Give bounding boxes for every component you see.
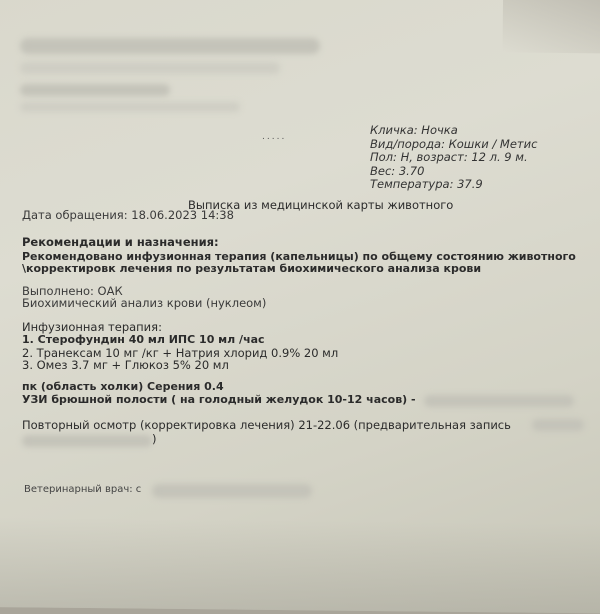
redacted-ultrasound-result <box>424 395 574 407</box>
patient-breed: Вид/порода: Кошки / Метис <box>370 136 538 151</box>
document-title: Выписка из медицинской карты животного <box>188 198 454 212</box>
recommendations-line-1: Рекомендовано инфузионная терапия (капельницы) по общему состоянию животного <box>22 250 576 263</box>
recommendations-line-2: \корректировк лечения по результатам биохимического анализа крови <box>22 262 482 275</box>
paper-shadow-bottom <box>0 517 600 614</box>
patient-name: Кличка: Ночка <box>370 123 458 137</box>
infusion-item-2: 2. Транексам 10 мг /кг + Натрия хлорид 0.9% 20 мл <box>22 346 339 360</box>
redacted-followup-line-2 <box>22 435 152 447</box>
paper-shadow <box>503 0 600 54</box>
followup-line-2: ) <box>152 432 157 446</box>
injection-line: пк (область холки) Серения 0.4 <box>22 380 224 393</box>
infusion-item-3: 3. Омез 3.7 мг + Глюкоз 5% 20 мл <box>22 358 229 372</box>
infusion-item-1: 1. Стерофундин 40 мл ИПС 10 мл /час <box>22 333 265 346</box>
redacted-header-line-3 <box>20 84 170 96</box>
redacted-header-line-1 <box>20 38 320 54</box>
redacted-header-line-4 <box>20 102 240 112</box>
visit-date: Дата обращения: 18.06.2023 14:38 <box>22 208 234 222</box>
followup-line-1: Повторный осмотр (корректировка лечения) 21-22.06 (предварительная запись <box>22 418 511 432</box>
signature-label: Ветеринарный врач: с <box>24 484 142 495</box>
done-item: Биохимический анализ крови (нуклеом) <box>22 296 267 310</box>
redacted-followup-tail <box>532 419 584 431</box>
patient-temperature: Температура: 37.9 <box>370 177 483 191</box>
redacted-header-line-2 <box>20 62 280 74</box>
redacted-doctor-name <box>152 484 312 498</box>
infusion-heading: Инфузионная терапия: <box>22 320 162 334</box>
done-heading: Выполнено: ОАК <box>22 284 123 298</box>
patient-info <box>370 124 537 192</box>
patient-sex-age: Пол: Н, возраст: 12 л. 9 м. <box>370 150 528 164</box>
header-dots: ..... <box>262 132 287 142</box>
ultrasound-line: УЗИ брюшной полости ( на голодный желудок 10-12 часов) - <box>22 393 416 406</box>
patient-weight: Вес: 3.70 <box>370 163 425 178</box>
recommendations-heading: Рекомендации и назначения: <box>22 235 219 249</box>
